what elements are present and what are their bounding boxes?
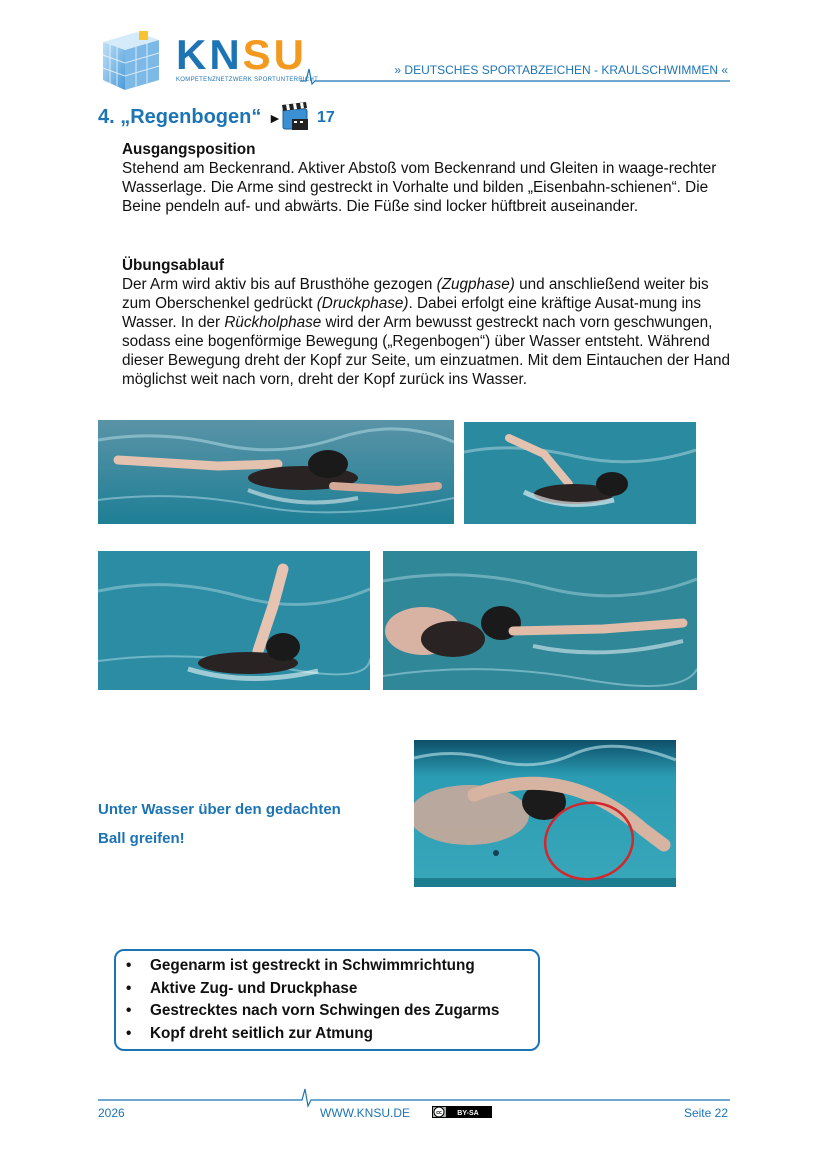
footer-divider-line (98, 1086, 730, 1110)
exercise-block (122, 256, 732, 389)
document-title: » DEUTSCHES SPORTABZEICHEN - KRAULSCHWIMMEN « (394, 63, 728, 77)
exercise-heading: Übungsablauf (122, 257, 224, 274)
swimmer-photo-4 (383, 551, 697, 690)
video-number: 17 (317, 109, 335, 126)
svg-text:cc: cc (436, 1110, 442, 1116)
start-position-block (122, 140, 732, 216)
start-position-heading: Ausgangsposition (122, 141, 256, 158)
clapper-video-icon[interactable] (280, 101, 310, 131)
exercise-text: Der Arm wird aktiv bis auf Brusthöhe gezogen (Zugphase) und anschließend weiter bis zum Oberschenkel gedrückt (Druckphase). Dabei erfolgt eine kräftige Ausat-mung ins Wasser. In der Rückholphase wird der Arm bewusst gestreckt nach vorn geschwungen, sodass eine bogenförmige Bewegung („Regenbogen“) über Wasser entsteht. Während dieser Bewegung dreht der Kopf zur Seite, um einzuatmen. Mit dem Eintauchen der Hand möglichst weit nach vorn, dreht der Kopf zurück ins Wasser. (122, 276, 730, 388)
underwater-caption-line2: Ball greifen! (98, 830, 185, 847)
swimmer-photo-2 (464, 422, 696, 524)
summary-item: • Gegenarm ist gestreckt in Schwimmrichtung (150, 955, 538, 978)
swimmer-photo-3 (98, 551, 370, 690)
knsu-logo-text: KNSU (176, 31, 308, 78)
svg-text:BY-SA: BY-SA (457, 1110, 479, 1117)
play-arrow-icon: ► (268, 110, 282, 126)
swimmer-photo-1 (98, 420, 454, 524)
underwater-caption-line1: Unter Wasser über den gedachten (98, 801, 341, 818)
summary-list (116, 951, 538, 1045)
section-title: 4. „Regenbogen“ (98, 106, 262, 128)
knsu-logo-cube-icon (99, 28, 163, 92)
logo-subtitle: KOMPETENZNETZWERK SPORTUNTERRICHT (176, 77, 319, 83)
start-position-text: Stehend am Beckenrand. Aktiver Abstoß vom Beckenrand und Gleiten in waage-rechter Wasserlage. Die Arme sind gestreckt in Vorhalte und bilden „Eisenbahn-schienen“. Die Beine pendeln auf- und abwärts. Die Füße sind locker hüftbreit auseinander. (122, 160, 717, 215)
summary-item: • Gestrecktes nach vorn Schwingen des Zugarms (150, 1000, 538, 1023)
summary-item: • Kopf dreht seitlich zur Atmung (150, 1023, 538, 1046)
footer-website-link[interactable]: WWW.KNSU.DE (320, 1106, 410, 1120)
footer-year: 2026 (98, 1106, 125, 1120)
summary-box (114, 949, 540, 1051)
cc-license-icon (432, 1106, 492, 1118)
summary-item: • Aktive Zug- und Druckphase (150, 978, 538, 1001)
footer-page-number: Seite 22 (683, 1106, 728, 1120)
underwater-photo (414, 740, 676, 887)
